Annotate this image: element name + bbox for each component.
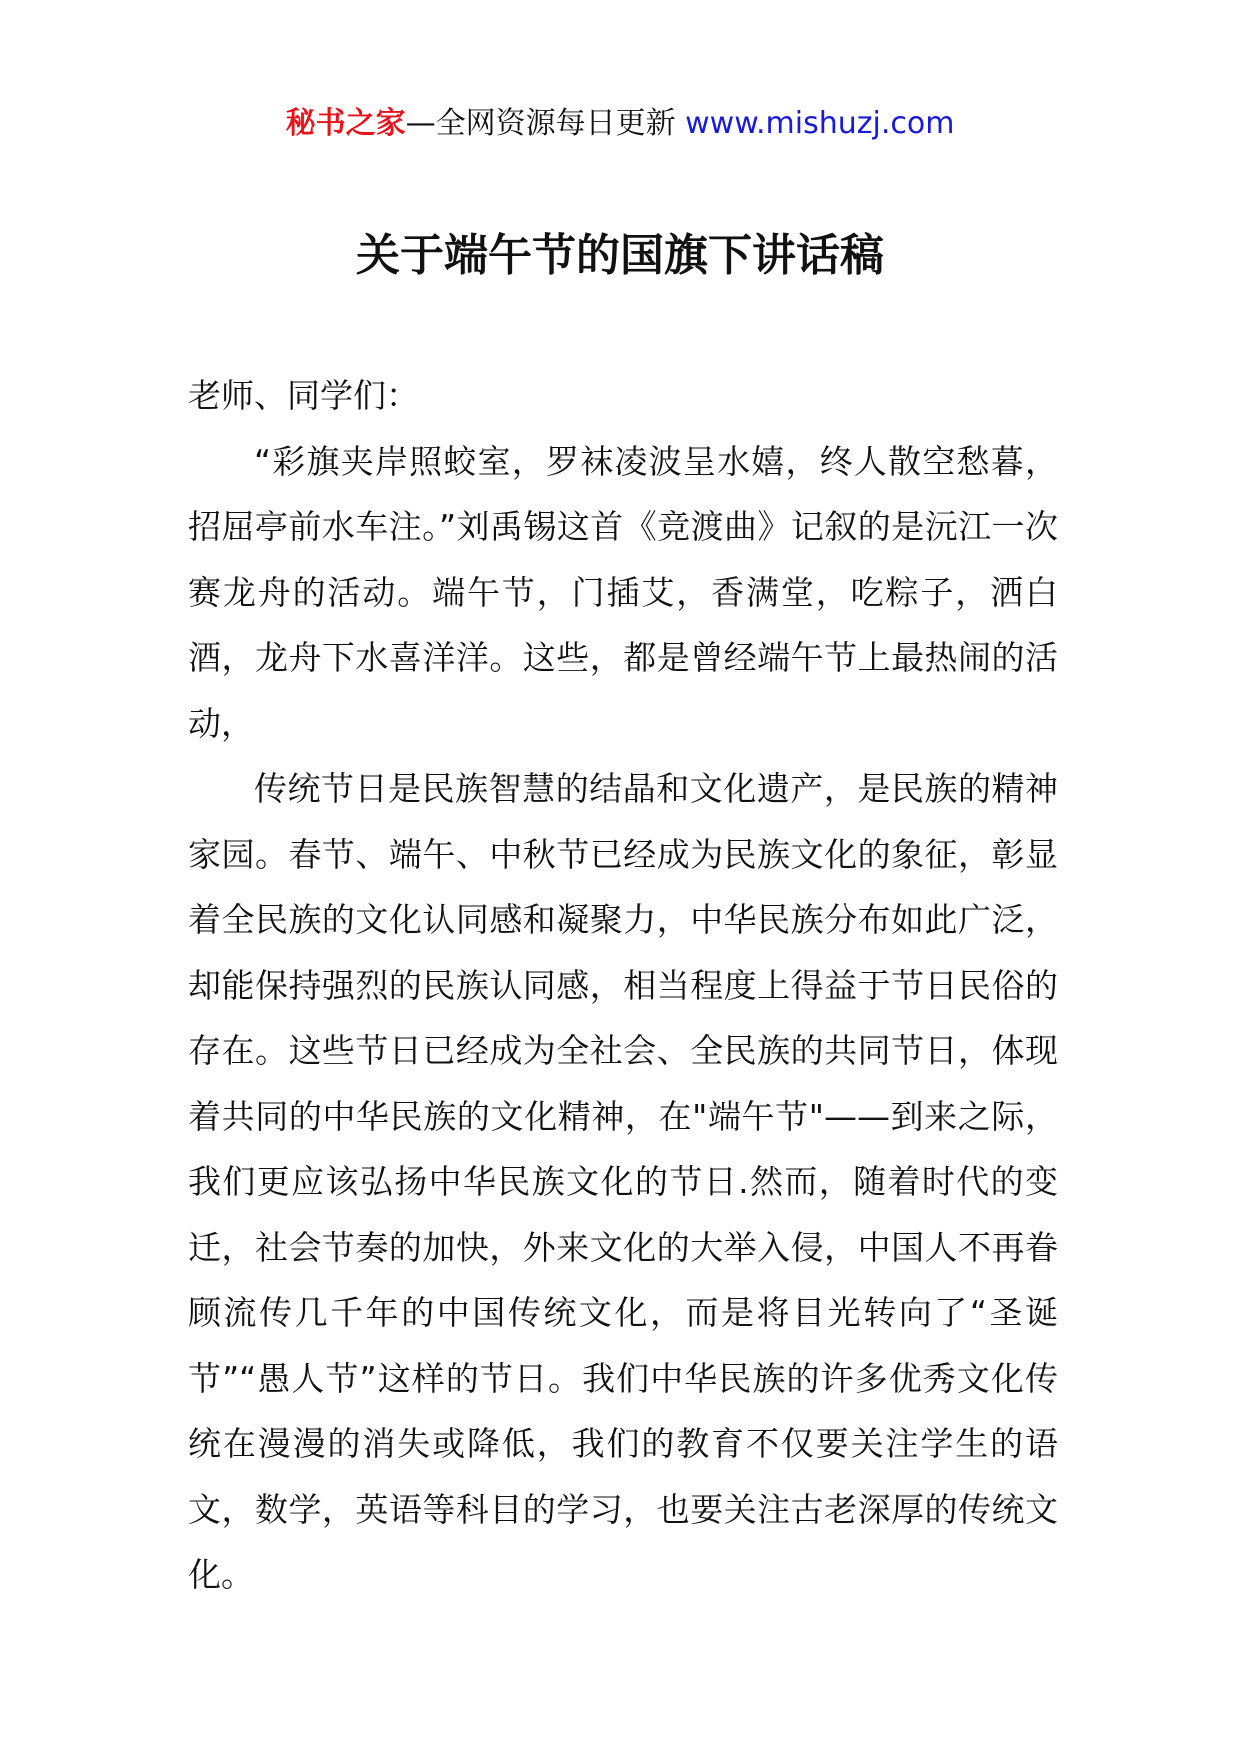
site-brand: 秘书之家 <box>285 106 406 141</box>
salutation: 老师、同学们： <box>188 376 419 415</box>
paragraph: “彩旗夹岸照蛟室，罗袜凌波呈水嬉，终人散空愁暮，招屈亭前水车注。”刘禹锡这首《竞渡曲》记叙的是沅江一次赛龙舟的活动。端午节，门插艾，香满堂，吃粽子，洒白酒，龙舟下水喜洋洋。这些，都是曾经端午节上最热闹的活动， <box>188 441 1058 743</box>
document-title: 关于端午节的国旗下讲话稿 <box>356 230 884 281</box>
document-body <box>188 363 1058 1608</box>
site-url-link[interactable]: www.mishuzj.com <box>685 106 955 141</box>
site-tagline: —全网资源每日更新 <box>405 106 686 141</box>
site-header <box>0 104 1240 144</box>
paragraph: 传统节日是民族智慧的结晶和文化遗产，是民族的精神家园。春节、端午、中秋节已经成为民族文化的象征，彰显着全民族的文化认同感和凝聚力，中华民族分布如此广泛，却能保持强烈的民族认同感，相当程度上得益于节日民俗的存在。这些节日已经成为全社会、全民族的共同节日，体现着共同的中华民族的文化精神，在"端午节"——到来之际，我们更应该弘扬中华民族文化的节日.然而，随着时代的变迁，社会节奏的加快，外来文化的大举入侵，中国人不再眷顾流传几千年的中国传统文化，而是将目光转向了“圣诞节”“愚人节”这样的节日。我们中华民族的许多优秀文化传统在漫漫的消失或降低，我们的教育不仅要关注学生的语文，数学，英语等科目的学习，也要关注古老深厚的传统文化。 <box>188 769 1058 1594</box>
